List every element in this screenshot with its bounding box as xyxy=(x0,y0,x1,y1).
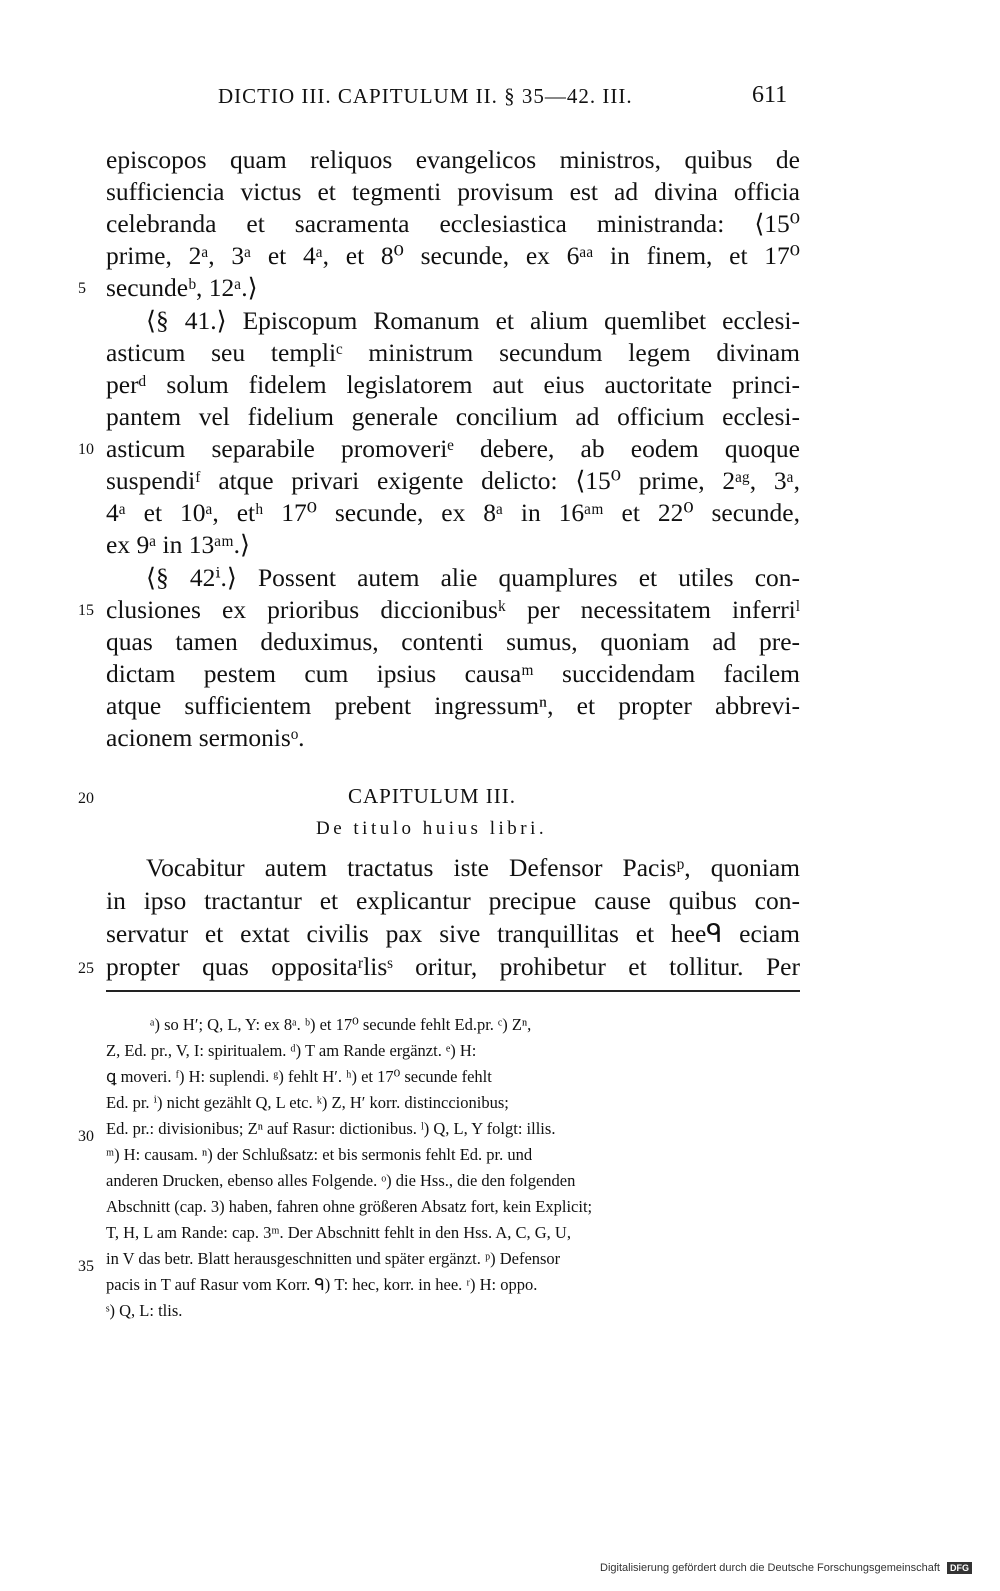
credit-text: Digitalisierung gefördert durch die Deutsche Forschungsgemeinschaft xyxy=(600,1562,940,1574)
footnote-line: T, H, L am Rande: cap. 3ᵐ. Der Abschnitt fehlt in den Hss. A, C, G, U, xyxy=(106,1223,571,1242)
footnote-line: Ed. pr.: divisionibus; Zⁿ auf Rasur: dictionibus. ˡ) Q, L, Y folgt: illis. xyxy=(106,1119,556,1138)
text-line: pantem vel fidelium generale concilium ad officium ecclesi- xyxy=(106,402,800,431)
text-line: propter quas oppositaʳlisˢ oritur, prohibetur et tollitur. Per xyxy=(106,952,800,981)
text-line: prime, 2ᵃ, 3ᵃ et 4ᵃ, et 8⁰ secunde, ex 6ᵃᵃ in finem, et 17⁰ xyxy=(106,241,800,270)
chapter-heading: CAPITULUM III. xyxy=(348,784,516,808)
text-line: perᵈ solum fidelem legislatorem aut eius auctoritate princi- xyxy=(106,370,800,399)
chapter-subtitle: De titulo huius libri. xyxy=(316,818,548,839)
footnote-line: in V das betr. Blatt herausgeschnitten und später ergänzt. ᵖ) Defensor xyxy=(106,1249,561,1268)
digitization-credit xyxy=(600,1562,972,1574)
footnote-line: pacis in T auf Rasur vom Korr. ᑫ) T: hec, korr. in hee. ʳ) H: oppo. xyxy=(106,1275,538,1294)
line-number: 5 xyxy=(78,280,86,297)
line-number: 10 xyxy=(78,441,94,458)
text-line: quas tamen deduximus, contenti sumus, quoniam ad pre- xyxy=(106,627,800,656)
text-line: acionem sermonisᵒ. xyxy=(106,723,305,752)
footnote-line: ᵐ) H: causam. ⁿ) der Schlußsatz: et bis sermonis fehlt Ed. pr. und xyxy=(106,1145,533,1164)
dfg-logo: DFG xyxy=(947,1562,972,1574)
footnote-line: ꝗ moveri. ᶠ) H: suplendi. ᵍ) fehlt H′. ʰ) et 17⁰ secunde fehlt xyxy=(106,1067,492,1086)
text-line: in ipso tractantur et explicantur precipue cause quibus con- xyxy=(106,886,800,915)
line-number: 30 xyxy=(78,1128,94,1145)
text-line: ⟨§ 42ⁱ.⟩ Possent autem alie quamplures et utiles con- xyxy=(146,563,800,592)
text-line: secundeᵇ, 12ᵃ.⟩ xyxy=(106,273,258,302)
text-line: ex 9ᵃ in 13ᵃᵐ.⟩ xyxy=(106,530,251,559)
text-line: clusiones ex prioribus diccionibusᵏ per necessitatem inferriˡ xyxy=(106,595,800,624)
text-line: dictam pestem cum ipsius causaᵐ succidendam facilem xyxy=(106,659,800,688)
text-line: atque sufficientem prebent ingressumⁿ, et propter abbrevi- xyxy=(106,691,800,720)
text-line: asticum seu templiᶜ ministrum secundum legem divinam xyxy=(106,338,800,367)
page-number: 611 xyxy=(752,82,788,108)
line-number: 20 xyxy=(78,790,94,807)
text-line: ⟨§ 41.⟩ Episcopum Romanum et alium quemlibet ecclesi- xyxy=(146,306,800,335)
text-line: suspendiᶠ atque privari exigente delicto: ⟨15⁰ prime, 2ᵃᵍ, 3ᵃ, xyxy=(106,466,800,495)
footnote-line: ᵃ) so H′; Q, L, Y: ex 8ᵃ. ᵇ) et 17⁰ secunde fehlt Ed.pr. ᶜ) Zⁿ, xyxy=(150,1015,532,1034)
text-line: sufficiencia victus et tegmenti provisum est ad divina officia xyxy=(106,177,800,206)
footnote-line: ˢ) Q, L: tlis. xyxy=(106,1301,183,1320)
line-number: 25 xyxy=(78,960,94,977)
text-line: celebranda et sacramenta ecclesiastica ministranda: ⟨15⁰ xyxy=(106,209,800,238)
text-line: Vocabitur autem tractatus iste Defensor Pacisᵖ, quoniam xyxy=(146,853,800,882)
footnote-line: Z, Ed. pr., V, I: spiritualem. ᵈ) T am Rande ergänzt. ᵉ) H: xyxy=(106,1041,477,1060)
text-line: episcopos quam reliquos evangelicos ministros, quibus de xyxy=(106,145,800,174)
text-line: asticum separabile promoveriᵉ debere, ab eodem quoque xyxy=(106,434,800,463)
footnote-line: anderen Drucken, ebenso alles Folgende. ᵒ) die Hss., die den folgenden xyxy=(106,1171,576,1190)
text-line: servatur et extat civilis pax sive tranquillitas et heeᑫ eciam xyxy=(106,919,800,948)
text-line: 4ᵃ et 10ᵃ, etʰ 17⁰ secunde, ex 8ᵃ in 16ᵃᵐ et 22⁰ secunde, xyxy=(106,498,800,527)
line-number: 35 xyxy=(78,1258,94,1275)
line-number: 15 xyxy=(78,602,94,619)
running-header: DICTIO III. CAPITULUM II. § 35—42. III. xyxy=(218,84,633,108)
footnote-line: Ed. pr. ⁱ) nicht gezählt Q, L etc. ᵏ) Z, H′ korr. distinccionibus; xyxy=(106,1093,509,1112)
footnote-line: Abschnitt (cap. 3) haben, fahren ohne größeren Absatz fort, kein Explicit; xyxy=(106,1197,593,1216)
footnote-divider xyxy=(106,990,800,992)
